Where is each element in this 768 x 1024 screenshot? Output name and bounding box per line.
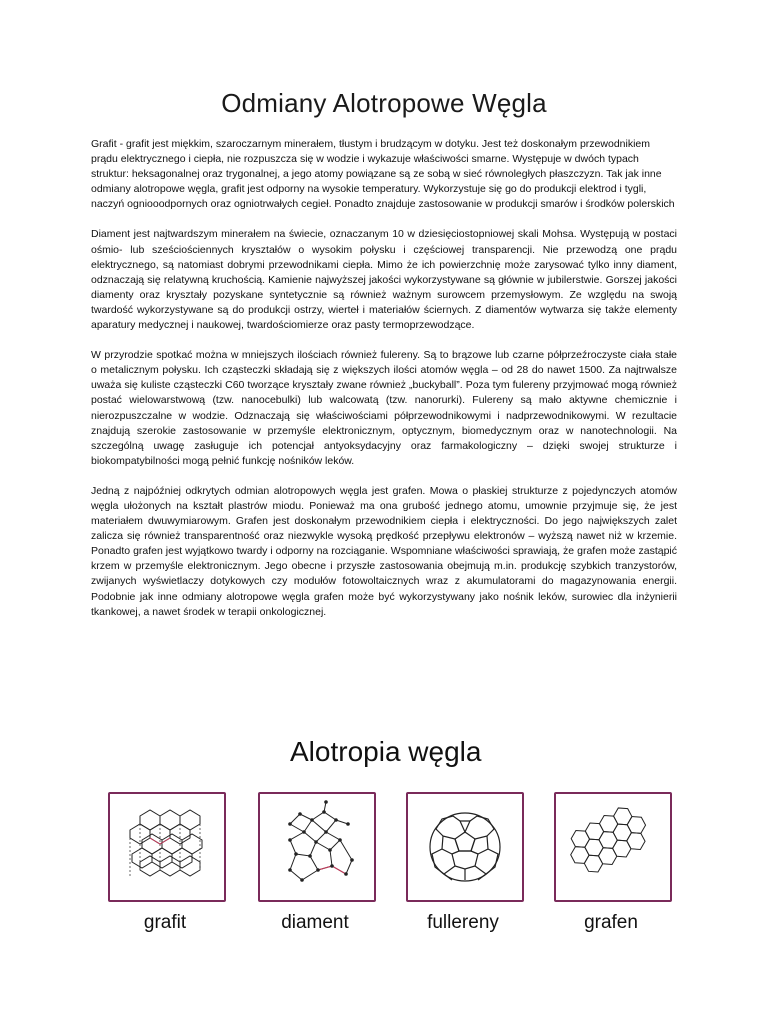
caption-graphite: grafit: [143, 912, 187, 933]
figure-title: Alotropia węgla: [290, 736, 482, 767]
caption-fullerene: fullereny: [427, 912, 499, 933]
diamond-structure-icon: [258, 792, 376, 902]
body-text: [91, 137, 677, 635]
graphene-structure-icon: [554, 792, 672, 902]
allotropes-figure: [94, 730, 684, 940]
paragraph-fullerene: W przyrodzie spotkać można w mniejszych ilościach również fulereny. Są to brązowe lub czarne półprzeźroczyste ciała stałe o metalicznym połysku. Ich cząsteczki składają się z większych ilości atomów węgla – od 28 do nawet 1500. Za najtrwalsze uważa się kuliste cząsteczki C60 tworzące kryształy zwane również „buckyball”. Poza tym fulereny przyjmować mogą również postać wielowarstwową (tzw. nanocebulki) lub walcowatą (tzw. nanorurki). Fulereny są mało aktywne chemicznie i nierozpuszczalne w wodzie. Odznaczają się właściwościami półprzewodnikowymi i nadprzewodnikowymi. W rezultacie znajdują szerokie zastosowanie w przemyśle elektronicznym, optycznym, biomedycznym oraz w nanotechnologii. Na szczególną uwagę zasługuje ich potencjał antyoksydacyjny oraz farmakologiczny – dzięki swojej strukturze i biokompatybilności mogą pełnić funkcję nośników leków.: [91, 349, 677, 467]
fullerene-structure-icon: [406, 792, 524, 902]
graphite-structure-icon: [108, 792, 226, 902]
caption-graphene: grafen: [584, 912, 638, 933]
caption-diamond: diament: [281, 912, 349, 933]
page-title: Odmiany Alotropowe Węgla: [221, 88, 547, 118]
paragraph-graphene: Jedną z najpóźniej odkrytych odmian alotropowych węgla jest grafen. Mowa o płaskiej strukturze z pojedynczych atomów węgla ułożonych na kształt plastrów miodu. Ponieważ ma ona grubość jednego atomu, umownie przyjmuje się, że jest materiałem dwuwymiarowym. Grafen jest doskonałym przewodnikiem ciepła i elektryczności. Do jego największych zalet zalicza się również transparentność oraz niezwykle wysoką prędkość przepływu elektronów – wyższą nawet niż w krzemie. Ponadto grafen jest wyjątkowo twardy i odporny na rozciąganie. Wspomniane właściwości sprawiają, że grafen może zastąpić krzem w przemyśle elektronicznym. Jego obecne i przyszłe zastosowania obejmują m.in. produkcję szybkich tranzystorów, zwijanych wyświetlaczy dotykowych czy modułów fotowoltaicznych wraz z akumulatorami do magazynowania energii. Podobnie jak inne odmiany alotropowe węgla grafen może być wykorzystywany jako nośnik leków, surowiec dla inżynierii tkankowej, a nawet środek w terapii onkologicznej.: [91, 484, 677, 618]
paragraph-graphite: Grafit - grafit jest miękkim, szaroczarnym minerałem, tłustym i brudzącym w dotyku. Jest też doskonałym przewodnikiem prądu elektrycznego i ciepła, nie rozpuszcza się w wodzie i wykazuje właściwości smarne. Występuje w dwóch typach struktur: heksagonalnej oraz trygonalnej, a jego atomy powiązane są ze sobą w sieć równoległych płaszczyzn. Tak jak inne odmiany alotropowe węgla, grafit jest odporny na wysokie temperatury. Wykorzystuje się go do produkcji elektrod i tygli, naczyń ogniooodpornych oraz ogniotrwałych cegieł. Ponadto znajduje zastosowanie w produkcji smarów i środków polerskich: [91, 138, 675, 211]
paragraph-diamond: Diament jest najtwardszym minerałem na świecie, oznaczanym 10 w dziesięciostopniowej skali Mohsa. Występują w postaci ośmio- lub sześciościennych kryształów o wysokim połysku i częściowej transparencji. Nie przewodzą one prądu elektrycznego, są natomiast dobrymi przewodnikami ciepła. Mimo że ich powierzchnię może zarysować tylko inny diament, odznaczają się relatywną kruchością. Kamienie najwyższej jakości wykorzystywane są głównie w jubilerstwie. Gorszej jakości diamenty oraz kryształy pozyskane syntetycznie są również ważnym surowcem przemysłowym. Ze względu na swoją twardość wykorzystywane są do produkcji ostrzy, wierteł i materiałów ściernych. Z diamentów wytwarza się także elementy aparatury medycznej i naukowej, twardościomierze oraz pasty termoprzewodzące.: [91, 228, 677, 332]
